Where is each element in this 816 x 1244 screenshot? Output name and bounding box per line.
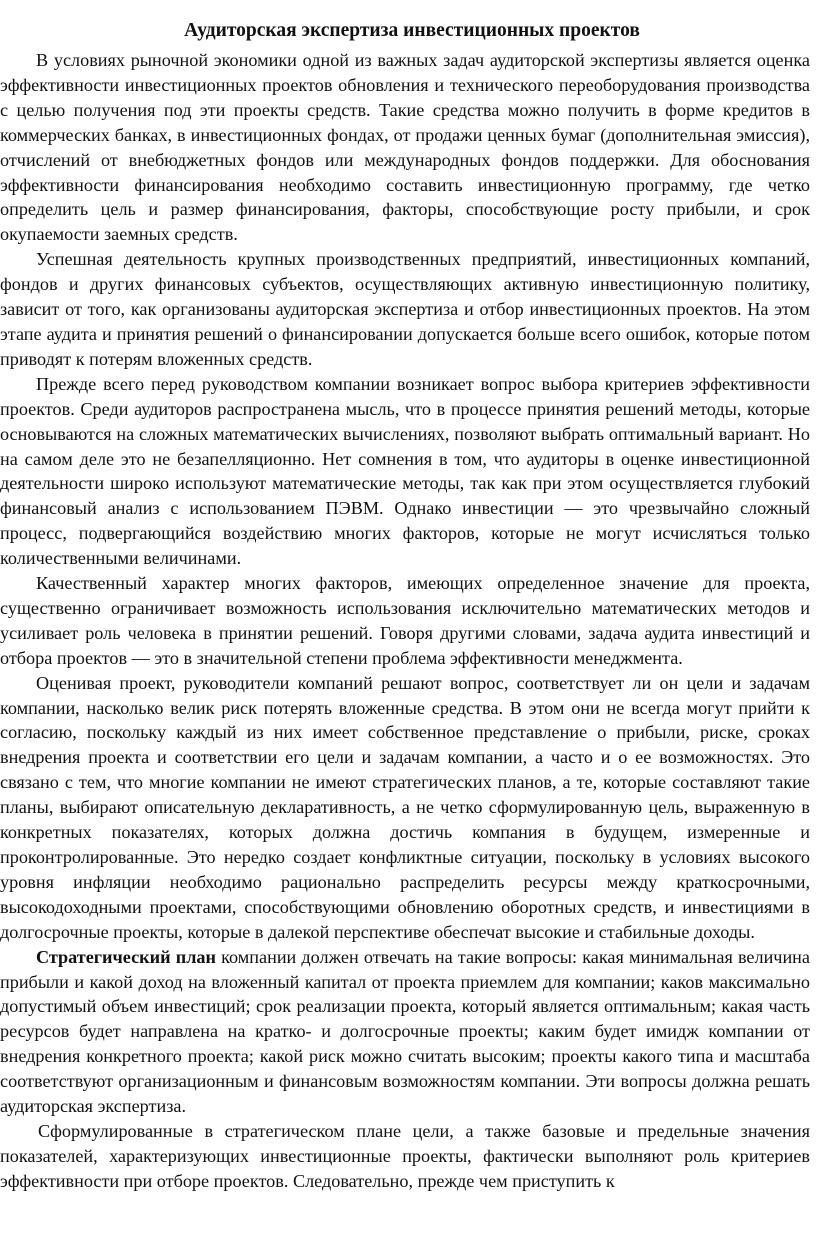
- paragraph-5: [0, 671, 816, 945]
- paragraph-4: [0, 571, 816, 671]
- paragraph-text: Успешная деятельность крупных производственных предприятий, инвестиционных компаний, фондов и других финансовых субъектов, осуществляющих активную инвестиционную политику, зависит от того, как организованы аудиторская экспертиза и отбор инвестиционных проектов. На этом этапе аудита и принятия решений о финансировании допускается больше всего ошибок, которые потом приводят к потерям вложенных средств.: [0, 249, 810, 369]
- paragraph-text: компании должен отвечать на такие вопросы: какая минимальная величина прибыли и какой доход на вложенный капитал от проекта приемлем для компании; каков максимально допустимый объем инвестиций; срок реализации проекта, который является оптимальным; какая часть ресурсов будет направлена на кратко- и долгосрочные проекты; каким будет имидж компании от внедрения конкретного проекта; какой риск можно считать высоким; проекты какого типа и масштаба соответствуют организационным и финансовым возможностям компании. Эти вопросы должна решать аудиторская экспертиза.: [0, 946, 810, 1117]
- paragraph-6: [0, 945, 816, 1119]
- document-title: Аудиторская экспертиза инвестиционных проектов: [184, 20, 640, 41]
- paragraph-1: [0, 48, 816, 247]
- paragraph-text: Качественный характер многих факторов, имеющих определенное значение для проекта, существенно ограничивает возможность использования исключительно математических методов и усиливает роль человека в принятии решений. Говоря другими словами, задача аудита инвестиций и отбора проектов — это в значительной степени проблема эффективности менеджмента.: [0, 573, 810, 668]
- paragraph-3: [0, 372, 816, 571]
- paragraph-text: Прежде всего перед руководством компании возникает вопрос выбора критериев эффективности проектов. Среди аудиторов распространена мысль, что в процессе принятия решений методы, которые основываются на сложных математических вычислениях, позволяют выбрать оптимальный вариант. Но на самом деле это не безапелляционно. Нет сомнения в том, что аудиторы в оценке инвестиционной деятельности широко используют математические методы, так как при этом осуществляется глубокий финансовый анализ с использованием ПЭВМ. Однако инвестиции — это чрезвычайно сложный процесс, подвергающийся воздействию многих факторов, которые не могут исчисляться только количественными величинами.: [0, 373, 810, 569]
- paragraph-text: В условиях рыночной экономики одной из важных задач аудиторской экспертизы является оценка эффективности инвестиционных проектов обновления и технического переоборудования производства с целью получения под эти проекты средств. Такие средства можно получить в форме кредитов в коммерческих банках, в инвестиционных фондах, от продажи ценных бумаг (дополнительная эмиссия), отчислений от внебюджетных фондов или международных фондов поддержки. Для обоснования эффективности финансирования необходимо составить инвестиционную программу, где четко определить цель и размер финансирования, факторы, способствующие росту прибыли, и срок окупаемости заемных средств.: [0, 50, 810, 245]
- paragraph-text: Сформулированные в стратегическом плане цели, а также базовые и предельные значения показателей, характеризующих инвестиционные проекты, фактически выполняют роль критериев эффективности при отборе проектов. Следовательно, прежде чем приступить к: [0, 1120, 810, 1191]
- paragraph-text: Оценивая проект, руководители компаний решают вопрос, соответствует ли он цели и задачам компании, насколько велик риск потерять вложенные средства. В этом они не всегда могут прийти к согласию, поскольку каждый из них имеет собственное представление о прибыли, риске, сроках внедрения проекта и соответствии его цели и задачам компании, а часто и о ее возможностях. Это связано с тем, что многие компании не имеют стратегических планов, а те, которые составляют такие планы, выбирают описательную декларативность, а не четко сформулированную цель, выраженную в конкретных показателях, которых должна достичь компания в будущем, измеренные и проконтролированные. Это нередко создает конфликтные ситуации, поскольку в условиях высокого уровня инфляции необходимо рационально распределить ресурсы между краткосрочными, высокодоходными проектами, способствующими обновлению оборотных средств, и инвестициями в долгосрочные проекты, которые в далекой перспективе обеспечат высокие и стабильные доходы.: [0, 672, 810, 942]
- paragraph-7: [0, 1119, 816, 1194]
- paragraph-2: [0, 247, 816, 372]
- paragraph-lead-bold: Стратегический план: [36, 946, 216, 967]
